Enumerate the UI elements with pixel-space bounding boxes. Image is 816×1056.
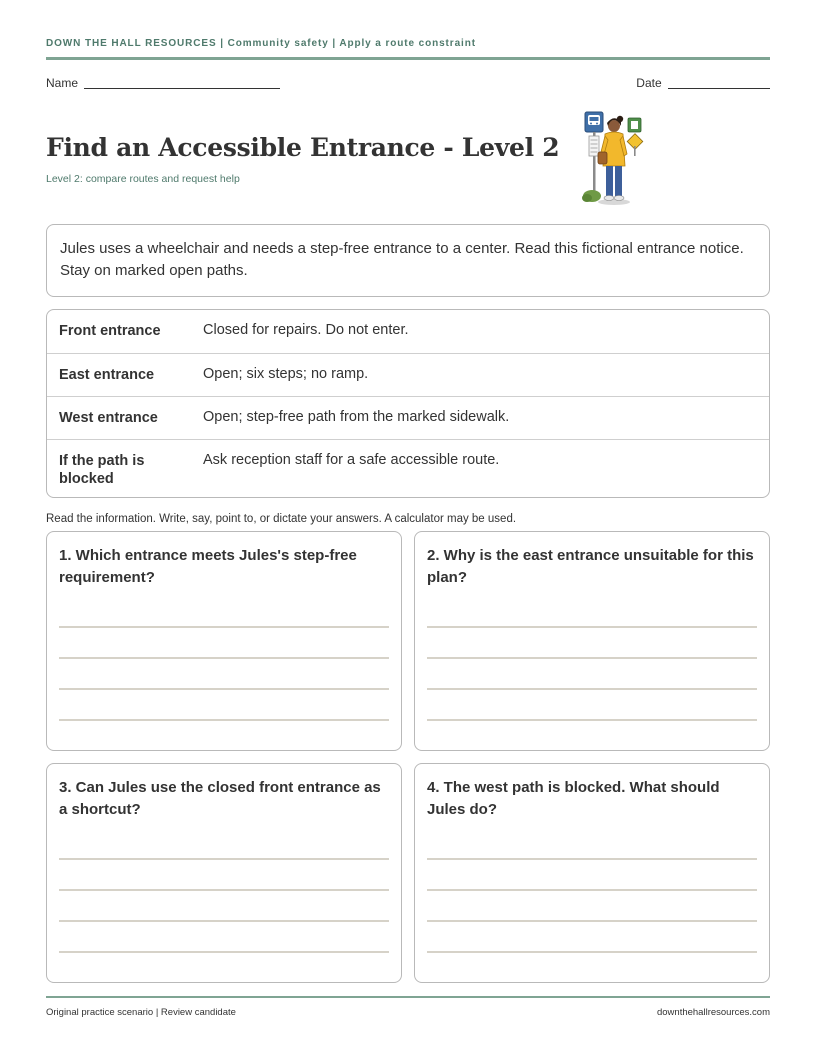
person-at-bus-stop-illustration — [578, 108, 646, 208]
instructions: Read the information. Write, say, point to, or dictate your answers. A calculator may be used. — [46, 513, 517, 525]
date-field[interactable] — [636, 76, 770, 90]
page-title: Find an Accessible Entrance - Level 2 — [46, 133, 560, 162]
footer-website: downthehallresources.com — [656, 1007, 770, 1018]
answer-line[interactable] — [427, 920, 757, 922]
question-text: 4. The west path is blocked. What should Jules do? — [427, 779, 720, 818]
answer-line[interactable] — [427, 889, 757, 891]
notice-label: Front entrance — [59, 323, 161, 339]
name-label: Name — [46, 76, 79, 90]
footer-rule — [46, 996, 770, 998]
question-text: 2. Why is the east entrance unsuitable for this plan? — [427, 547, 754, 586]
answer-line[interactable] — [59, 920, 389, 922]
name-field[interactable] — [46, 76, 280, 90]
footer-note: Original practice scenario | Review candidate — [46, 1007, 236, 1018]
notice-value: Closed for repairs. Do not enter. — [203, 322, 409, 338]
answer-line[interactable] — [59, 951, 389, 953]
question-box-4[interactable] — [414, 763, 770, 983]
answer-line[interactable] — [59, 688, 389, 690]
notice-label: If the path is blocked — [59, 453, 145, 487]
header-band: DOWN THE HALL RESOURCES | Community safety | Apply a route constraint — [46, 38, 476, 49]
notice-label: West entrance — [59, 410, 158, 426]
question-text: 3. Can Jules use the closed front entrance as a shortcut? — [59, 779, 381, 818]
date-label: Date — [636, 76, 662, 90]
intro-box: Jules uses a wheelchair and needs a step-free entrance to a center. Read this fictional entrance notice. Stay on marked open paths. — [46, 224, 770, 297]
date-blank[interactable] — [668, 88, 770, 89]
answer-line[interactable] — [59, 626, 389, 628]
notice-label: East entrance — [59, 367, 155, 383]
answer-line[interactable] — [59, 889, 389, 891]
answer-line[interactable] — [59, 858, 389, 860]
notice-value: Ask reception staff for a safe accessible route. — [203, 452, 500, 468]
notice-row-west — [47, 396, 769, 439]
question-text: 1. Which entrance meets Jules's step-free requirement? — [59, 547, 357, 586]
name-blank[interactable] — [84, 88, 280, 89]
question-box-3[interactable] — [46, 763, 402, 983]
notice-row-east — [47, 353, 769, 396]
answer-line[interactable] — [427, 626, 757, 628]
notice-value: Open; six steps; no ramp. — [203, 366, 369, 382]
question-box-1[interactable] — [46, 531, 402, 751]
answer-line[interactable] — [59, 657, 389, 659]
answer-line[interactable] — [427, 688, 757, 690]
header-rule — [46, 57, 770, 60]
notice-row-front — [47, 310, 769, 353]
question-box-2[interactable] — [414, 531, 770, 751]
answer-line[interactable] — [427, 858, 757, 860]
notice-value: Open; step-free path from the marked sidewalk. — [203, 409, 510, 425]
entrance-notice-table — [46, 309, 770, 498]
answer-line[interactable] — [59, 719, 389, 721]
answer-line[interactable] — [427, 951, 757, 953]
answer-line[interactable] — [427, 657, 757, 659]
answer-line[interactable] — [427, 719, 757, 721]
notice-row-blocked — [47, 439, 769, 497]
page-subtitle: Level 2: compare routes and request help — [46, 173, 240, 185]
